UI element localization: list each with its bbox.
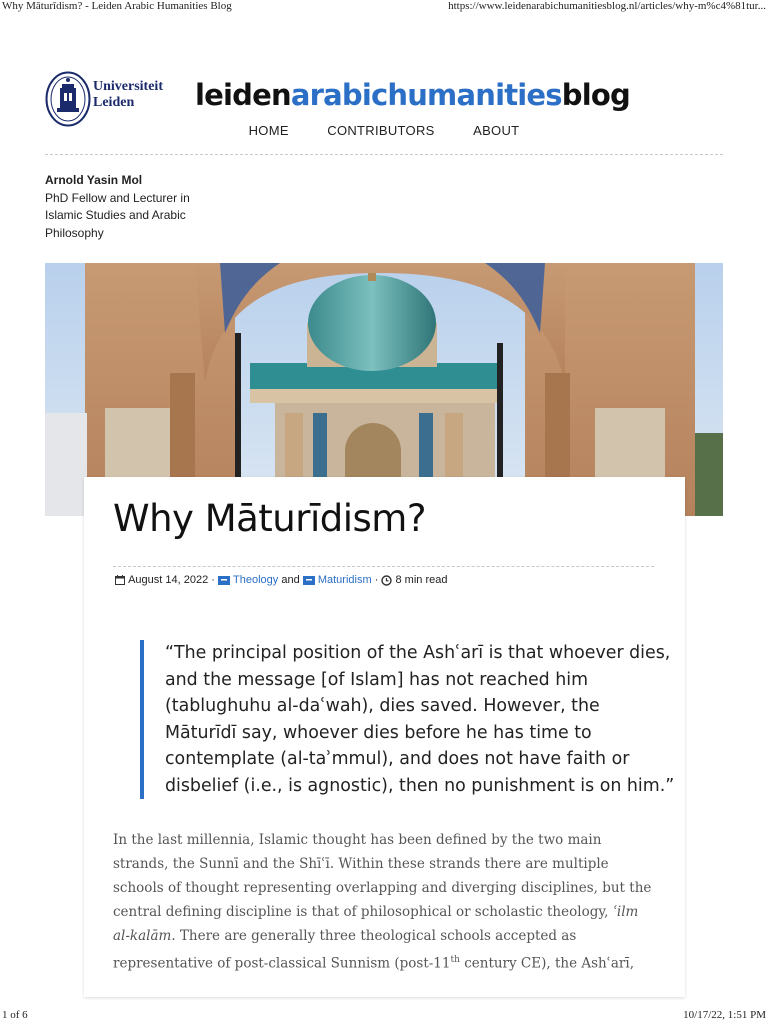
blog-title-part3: blog [561,78,630,112]
title-divider [113,566,654,567]
nav-contributors[interactable]: CONTRIBUTORS [327,123,435,138]
blog-title[interactable] [195,78,630,112]
page-count: 1 of 6 [2,1009,28,1021]
main-nav [45,122,723,140]
print-header [0,0,768,14]
paragraph-italic-term: ʿilm al-kalām [113,904,639,944]
university-name-line2: Leiden [93,95,135,110]
nav-about[interactable]: ABOUT [473,123,520,138]
category-theology[interactable]: Theology [233,574,279,587]
folder-icon [303,575,315,585]
post-title: Why Māturīdism? [113,497,426,540]
blog-title-part2: arabichumanities [290,78,562,112]
university-name [93,79,163,111]
paragraph-text-part3: century CE), the Ashʿarī, [459,955,634,972]
blog-title-part1: leiden [195,78,291,112]
university-logo[interactable] [45,70,165,128]
paragraph-text-part2: . There are generally three theological schools accepted as representative of post-classical Sunnism (post-11 [113,928,577,972]
folder-icon [218,575,230,585]
author-name[interactable]: Arnold Yasin Mol [45,173,143,187]
category-conjunction: and [281,574,300,587]
post-date: August 14, 2022 [128,574,209,587]
site-header [45,70,723,156]
author-bio-line3: Philosophy [45,225,104,240]
blockquote: “The principal position of the Ashʿarī is that whoever dies, and the message [of Islam] has not reached him (tablughuhu al-daʿwah), dies saved. However, the Māturīdī say, whoever dies before he has time to contemplate (al-taʾmmul), and does not have faith or disbelief (i.e., is agnostic), then no punishment is on him.” [140,640,675,799]
author-bio-line1: PhD Fellow and Lecturer in [45,190,190,205]
calendar-icon [115,575,125,585]
read-time: 8 min read [395,574,448,587]
nav-home[interactable]: HOME [248,123,289,138]
author-info [45,172,245,242]
paragraph-text-part1: In the last millennia, Islamic thought has been defined by the two main strands, the Sunnī and the Shīʿī. Within these strands there are multiple schools of thought representing overlapping and diverging disciplines, but the central defining discipline is that of philosophical or scholastic theology, [113,832,652,920]
print-footer [0,1009,768,1023]
post-card [84,477,685,997]
print-page-title: Why Māturīdism? - Leiden Arabic Humanities Blog [2,0,232,12]
university-name-line1: Universiteit [93,79,163,94]
print-timestamp: 10/17/22, 1:51 PM [683,1009,766,1021]
header-divider [45,154,723,155]
university-seal-icon [45,71,91,127]
author-bio-line2: Islamic Studies and Arabic [45,208,186,222]
category-maturidism[interactable]: Maturidism [317,574,372,587]
article-paragraph [113,828,658,976]
print-page-url: https://www.leidenarabichumanitiesblog.nl/articles/why-m%c4%81tur... [448,0,766,12]
paragraph-superscript: th [450,955,460,965]
clock-icon [381,575,392,586]
post-meta: August 14, 2022 · Theology and Maturidism · 8 min read [115,574,447,586]
